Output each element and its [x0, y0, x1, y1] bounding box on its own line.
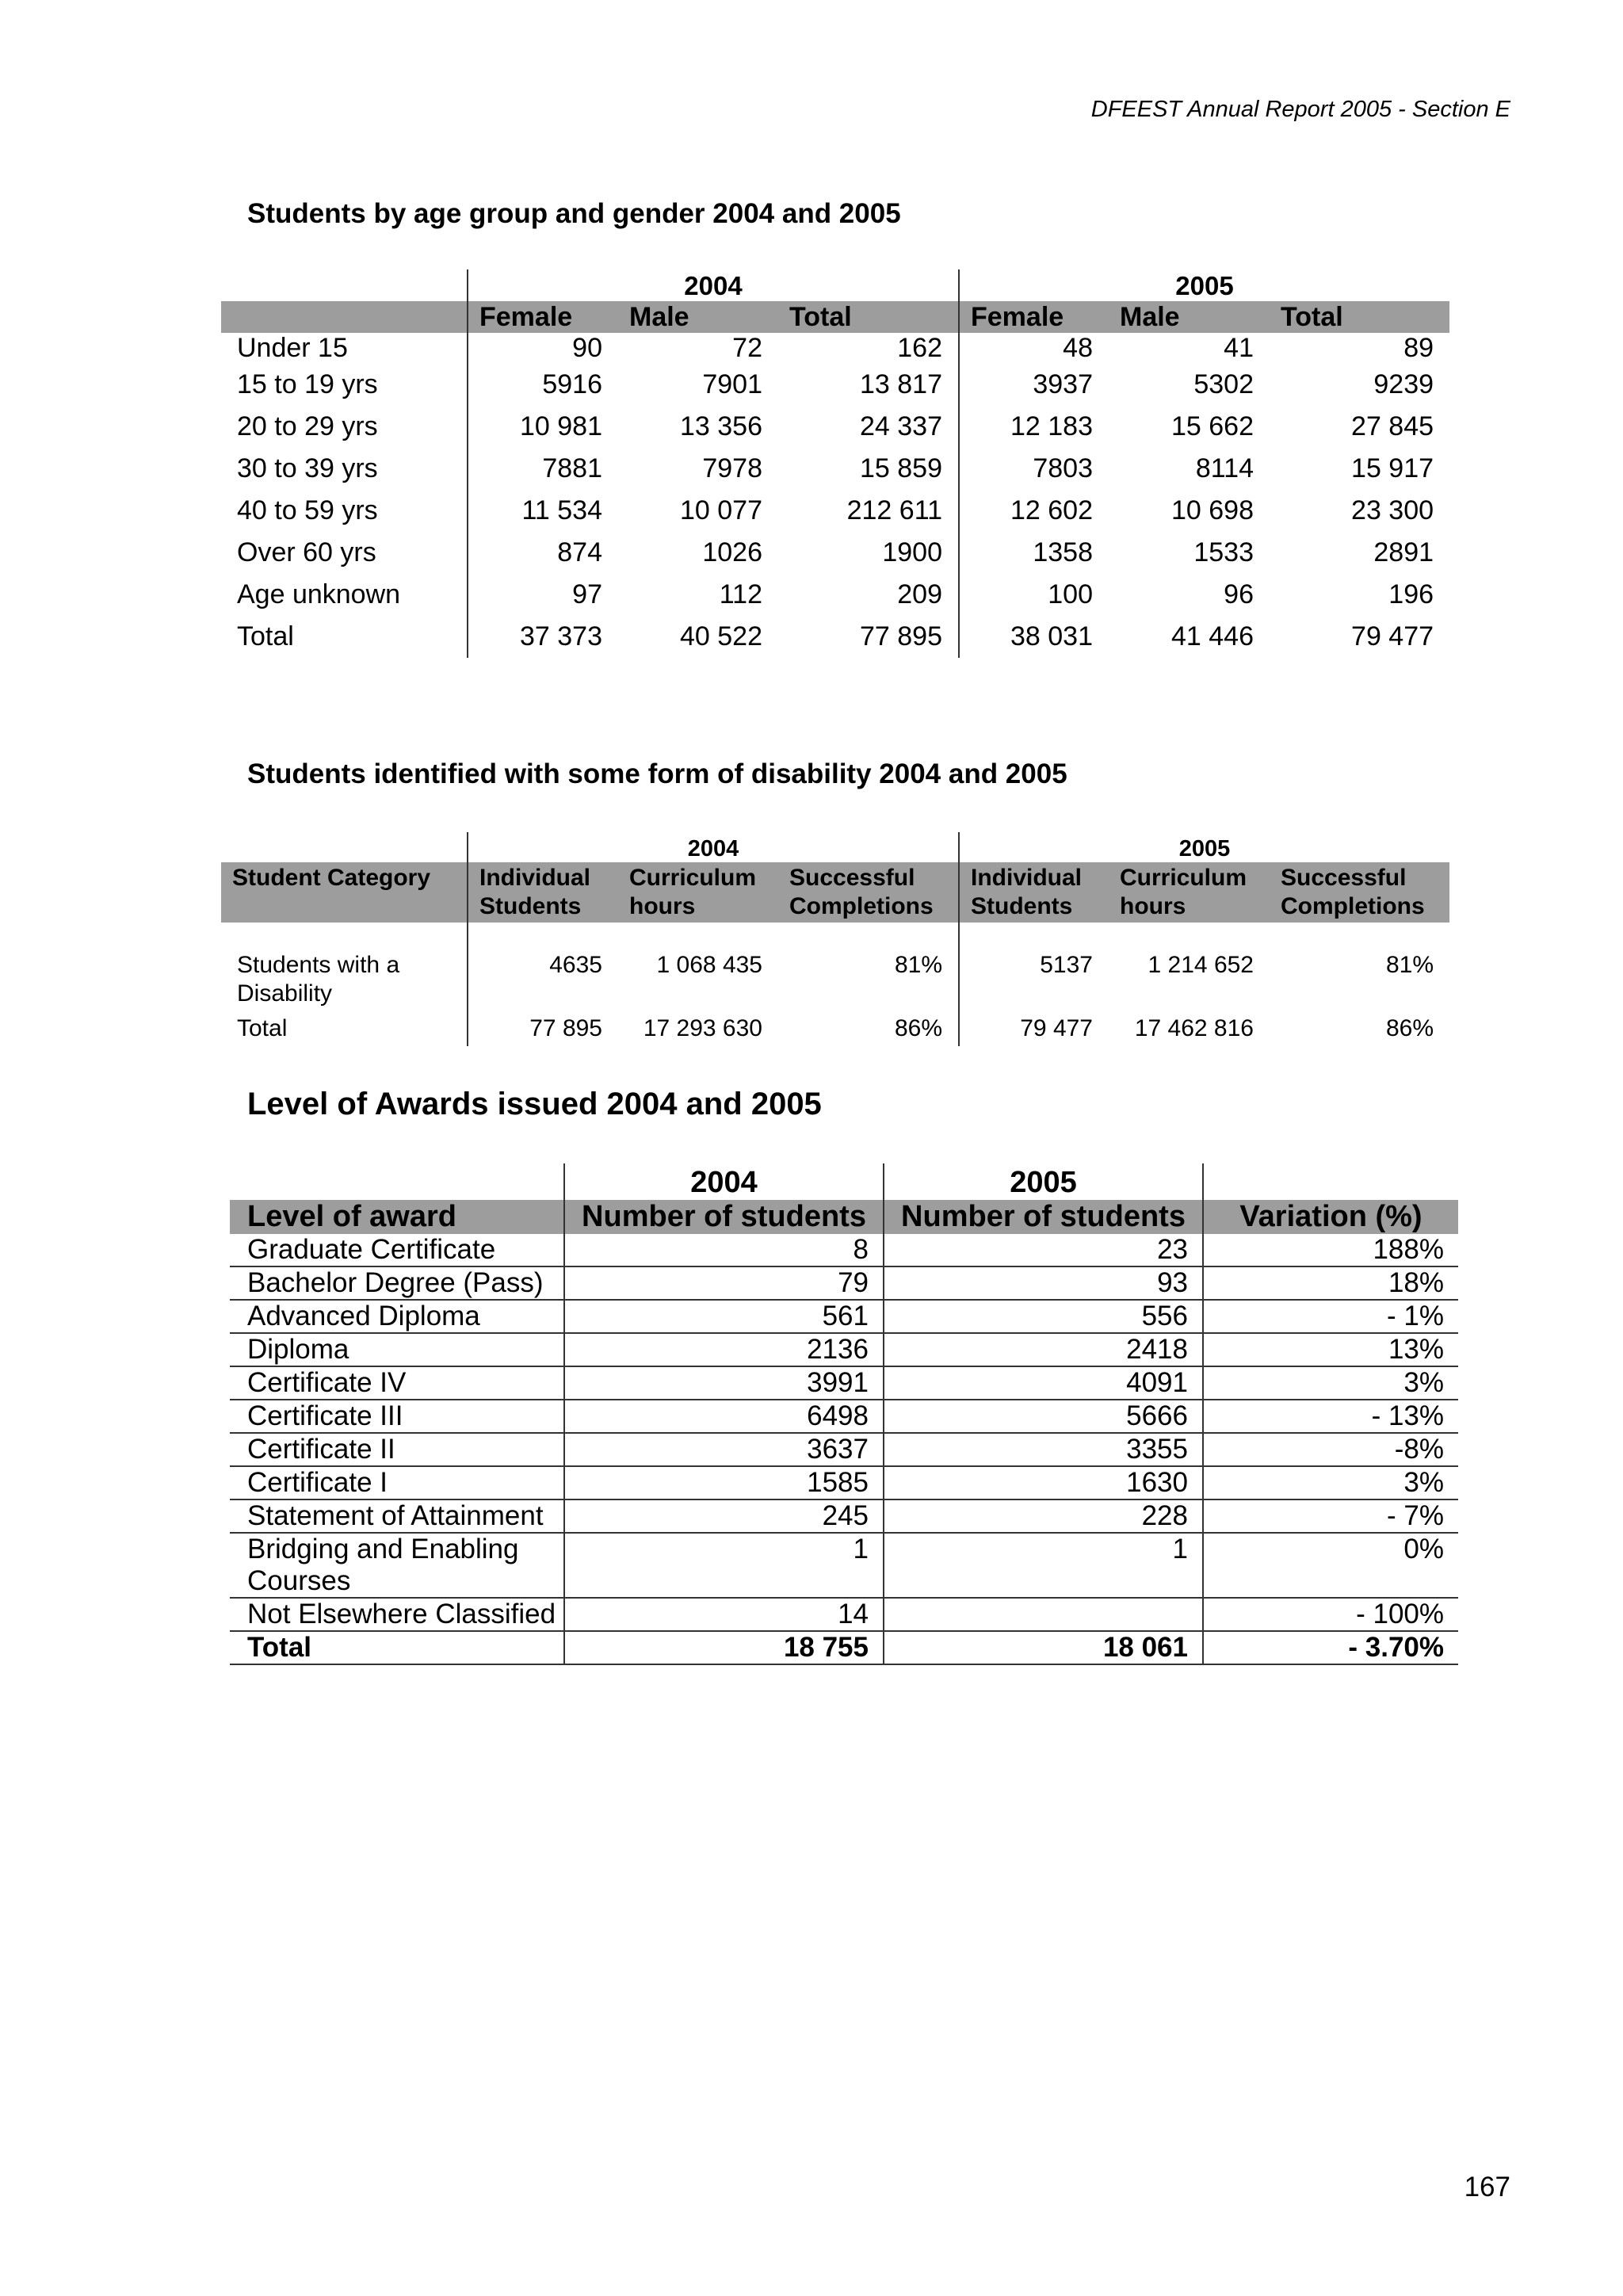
table-cell: 212 611 [778, 490, 959, 532]
year-2004-header: 2004 [468, 832, 959, 862]
table-cell: 8114 [1195, 453, 1254, 483]
table-cell: 10 981 [520, 411, 602, 441]
table-cell: 17 293 630 [643, 1015, 762, 1041]
table-row [221, 616, 1449, 658]
row-label: Over 60 yrs [221, 532, 468, 574]
students-2004-cell: 79 [564, 1266, 884, 1300]
table-cell: 86% [778, 1011, 959, 1046]
table-cell: 9239 [1373, 369, 1434, 399]
col-male-2004: Male [618, 301, 778, 333]
total-row [230, 1631, 1458, 1664]
report-header: DFEEST Annual Report 2005 - Section E [1090, 97, 1510, 122]
row-label: Students with a Disability [221, 948, 468, 1011]
year-2005-header: 2005 [1178, 836, 1231, 861]
table-cell: 1900 [778, 532, 959, 574]
variation-cell: 188% [1203, 1234, 1458, 1266]
table-cell: 5137 [1040, 952, 1093, 978]
table-cell: 72 [732, 333, 762, 363]
table-row [221, 574, 1449, 616]
table-row [221, 490, 1449, 532]
table-cell: 1026 [702, 537, 762, 567]
table-row [230, 1400, 1458, 1433]
variation-cell: - 1% [1203, 1300, 1458, 1333]
students-2004-cell: 8 [564, 1234, 884, 1266]
table-cell: 48 [1063, 333, 1093, 363]
col-curriculum-hours-2004: Curriculum hours [618, 862, 778, 923]
variation-cell: - 7% [1203, 1499, 1458, 1533]
table-cell: 1 068 435 [656, 952, 762, 978]
students-2004-cell: 6498 [564, 1400, 884, 1433]
variation-cell: - 100% [1203, 1598, 1458, 1631]
table-row [221, 532, 1449, 574]
table-cell: 11 534 [521, 495, 602, 525]
students-2004-cell: 1585 [564, 1466, 884, 1499]
row-label: Certificate I [230, 1466, 564, 1499]
table-row [230, 1499, 1458, 1533]
table-cell: 7881 [542, 453, 602, 483]
table-cell: 1533 [1193, 537, 1254, 567]
students-2004-cell: 1 [564, 1533, 884, 1598]
col-individual-students-2005: Individual Students [959, 862, 1109, 923]
col-number-of-students-2004: Number of students [564, 1200, 884, 1234]
students-2005-cell: 5666 [884, 1400, 1203, 1433]
table-cell: 89 [1403, 333, 1434, 363]
table-cell: 90 [572, 333, 602, 363]
table-cell: 24 337 [778, 406, 959, 448]
table-row [230, 1333, 1458, 1366]
table-cell: 13 356 [680, 411, 762, 441]
students-2005-cell: 3355 [884, 1433, 1203, 1466]
col-total-2005: Total [1270, 301, 1449, 333]
col-individual-students-2004: Individual Students [468, 862, 618, 923]
table-cell: 1 214 652 [1148, 952, 1254, 978]
table-cell: 15 859 [778, 448, 959, 490]
row-label: Certificate II [230, 1433, 564, 1466]
variation-cell: 3% [1203, 1366, 1458, 1400]
students-2005-cell: 1630 [884, 1466, 1203, 1499]
row-label: Statement of Attainment [230, 1499, 564, 1533]
table-cell: 38 031 [1010, 621, 1093, 651]
table-cell: 4635 [549, 952, 602, 978]
table-cell: 12 183 [1010, 411, 1093, 441]
table-row [221, 1011, 1449, 1046]
table-cell: 7978 [702, 453, 762, 483]
table-cell: 96 [1224, 579, 1254, 609]
row-label: Diploma [230, 1333, 564, 1366]
students-2005-cell: 556 [884, 1300, 1203, 1333]
col-total-2004: Total [778, 301, 959, 333]
row-label: Total [230, 1631, 564, 1664]
row-label: 40 to 59 yrs [221, 490, 468, 532]
table-cell: 81% [1385, 952, 1434, 978]
variation-cell: 0% [1203, 1533, 1458, 1598]
page-number: 167 [1464, 2172, 1510, 2202]
students-2004-cell: 561 [564, 1300, 884, 1333]
row-label: Certificate IV [230, 1366, 564, 1400]
year-2005-header: 2005 [884, 1163, 1203, 1200]
col-successful-completions-2004: Successful Completions [778, 862, 959, 923]
age-gender-table [221, 269, 1449, 658]
table-cell: 10 698 [1171, 495, 1254, 525]
col-male-2005: Male [1109, 301, 1270, 333]
students-2004-cell: 14 [564, 1598, 884, 1631]
table-cell: 79 477 [1020, 1015, 1093, 1041]
table-row [230, 1598, 1458, 1631]
awards-table [230, 1163, 1458, 1665]
variation-cell: 13% [1203, 1333, 1458, 1366]
table-cell: 81% [778, 948, 959, 1011]
table-cell: 3937 [1033, 369, 1093, 399]
table-cell: 79 477 [1351, 621, 1434, 651]
students-2005-cell: 4091 [884, 1366, 1203, 1400]
row-label: Certificate III [230, 1400, 564, 1433]
year-2004-header: 2004 [468, 269, 959, 301]
students-2004-cell: 3991 [564, 1366, 884, 1400]
table-cell: 196 [1388, 579, 1434, 609]
table-cell: 162 [778, 333, 959, 364]
table-row [230, 1466, 1458, 1499]
variation-cell: -8% [1203, 1433, 1458, 1466]
students-2005-cell: 23 [884, 1234, 1203, 1266]
table-row [230, 1366, 1458, 1400]
table-row [230, 1234, 1458, 1266]
table-cell: 10 077 [680, 495, 762, 525]
students-2005-cell: 1 [884, 1533, 1203, 1598]
table-cell: 12 602 [1010, 495, 1093, 525]
column-header-row [221, 862, 1449, 923]
table-cell: 1358 [1033, 537, 1093, 567]
table-cell: 86% [1385, 1015, 1434, 1041]
table-cell: 2891 [1373, 537, 1434, 567]
table-cell: 23 300 [1351, 495, 1434, 525]
students-2005-cell: 2418 [884, 1333, 1203, 1366]
students-2005-cell [884, 1598, 1203, 1631]
table-row [230, 1533, 1458, 1598]
students-2004-cell: 245 [564, 1499, 884, 1533]
table-cell: 97 [572, 579, 602, 609]
variation-cell: - 13% [1203, 1400, 1458, 1433]
awards-table-title: Level of Awards issued 2004 and 2005 [247, 1087, 822, 1121]
table-row [221, 948, 1449, 1011]
students-2005-cell: 228 [884, 1499, 1203, 1533]
col-variation: Variation (%) [1203, 1200, 1458, 1234]
table-row [230, 1433, 1458, 1466]
table-row [230, 1300, 1458, 1333]
col-level-of-award: Level of award [230, 1200, 564, 1234]
table-cell: 874 [557, 537, 602, 567]
age-table-title: Students by age group and gender 2004 and 2005 [247, 198, 901, 229]
row-label: Not Elsewhere Classified [230, 1598, 564, 1631]
table-cell: 15 917 [1351, 453, 1434, 483]
table-cell: 5916 [542, 369, 602, 399]
table-cell: 7901 [702, 369, 762, 399]
table-cell: 40 522 [680, 621, 762, 651]
students-2005-cell: 93 [884, 1266, 1203, 1300]
col-female-2004: Female [468, 301, 618, 333]
row-label: Under 15 [221, 333, 468, 364]
table-row [221, 364, 1449, 406]
year-2004-header: 2004 [564, 1163, 884, 1200]
table-row [221, 406, 1449, 448]
row-label: Total [221, 1011, 468, 1046]
table-row [221, 333, 1449, 364]
variation-cell: - 3.70% [1203, 1631, 1458, 1664]
table-row [221, 448, 1449, 490]
table-cell: 27 845 [1351, 411, 1434, 441]
row-label: 20 to 29 yrs [221, 406, 468, 448]
col-student-category: Student Category [221, 862, 468, 923]
table-cell: 17 462 816 [1134, 1015, 1254, 1041]
disability-table [221, 832, 1449, 1046]
table-cell: 41 446 [1171, 621, 1254, 651]
table-cell: 13 817 [778, 364, 959, 406]
table-cell: 112 [719, 579, 762, 609]
col-female-2005: Female [959, 301, 1109, 333]
col-curriculum-hours-2005: Curriculum hours [1109, 862, 1270, 923]
students-2004-cell: 2136 [564, 1333, 884, 1366]
table-cell: 100 [1048, 579, 1093, 609]
table-cell: 7803 [1033, 453, 1093, 483]
variation-cell: 18% [1203, 1266, 1458, 1300]
row-label: Age unknown [221, 574, 468, 616]
row-label: Advanced Diploma [230, 1300, 564, 1333]
students-2004-cell: 18 755 [564, 1631, 884, 1664]
row-label: Bridging and Enabling Courses [230, 1533, 564, 1598]
table-cell: 15 662 [1171, 411, 1254, 441]
disability-table-title: Students identified with some form of disability 2004 and 2005 [247, 758, 1067, 789]
table-cell: 209 [778, 574, 959, 616]
variation-cell: 3% [1203, 1466, 1458, 1499]
table-cell: 37 373 [520, 621, 602, 651]
row-label: Total [221, 616, 468, 658]
year-2005-header: 2005 [1175, 271, 1234, 300]
col-successful-completions-2005: Successful Completions [1270, 862, 1449, 923]
column-header-row [221, 301, 1449, 333]
table-cell: 41 [1224, 333, 1254, 363]
col-number-of-students-2005: Number of students [884, 1200, 1203, 1234]
row-label: Graduate Certificate [230, 1234, 564, 1266]
row-label: 15 to 19 yrs [221, 364, 468, 406]
table-cell: 77 895 [778, 616, 959, 658]
students-2004-cell: 3637 [564, 1433, 884, 1466]
table-cell: 5302 [1193, 369, 1254, 399]
table-row [230, 1266, 1458, 1300]
row-label: 30 to 39 yrs [221, 448, 468, 490]
students-2005-cell: 18 061 [884, 1631, 1203, 1664]
column-header-row [230, 1200, 1458, 1234]
table-cell: 77 895 [529, 1015, 602, 1041]
row-label: Bachelor Degree (Pass) [230, 1266, 564, 1300]
